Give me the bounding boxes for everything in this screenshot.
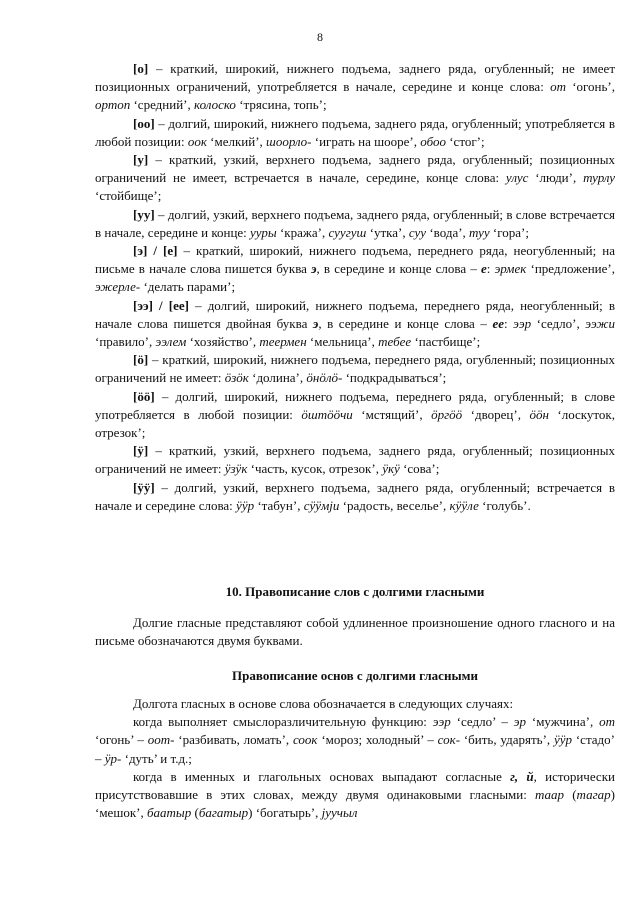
text-run: ‘трясина, топь’;: [235, 97, 327, 113]
section-intro-block: [95, 614, 615, 650]
example-word: сӱӱмји: [303, 497, 340, 513]
text-run: – краткий, широкий, нижнего подъема, переднего ряда, огубленный; позиционных ограничений не имеет:: [95, 352, 615, 386]
phoneme-label: [уу]: [133, 206, 155, 222]
text-run: ‘разбивать, ломать’,: [174, 732, 293, 748]
example-word: суугуш: [328, 224, 367, 240]
text-run: ‘бить, ударять’,: [460, 732, 554, 748]
text-run: ) ‘мешок’,: [95, 787, 615, 821]
example-word: ээлем: [155, 334, 187, 350]
text-run: ‘стойбище’;: [95, 188, 162, 204]
text-run: ‘подкрадываться’;: [342, 370, 447, 386]
letter-label: э: [312, 315, 319, 331]
text-run: ‘часть, кусок, отрезок’,: [247, 461, 383, 477]
text-run: ‘играть на шооре’,: [311, 133, 421, 149]
text-run: (: [564, 787, 577, 803]
text-run: ‘люди’,: [528, 170, 584, 186]
example-word: ортоп: [95, 97, 131, 113]
phoneme-label: [ээ] / [ее]: [133, 297, 189, 313]
text-run: ‘огонь’ –: [95, 732, 148, 748]
example-word: суу: [408, 224, 427, 240]
example-word: от: [550, 79, 566, 95]
phoneme-label: [о]: [133, 61, 149, 76]
text-run: ‘дуть’ и т.д.;: [121, 750, 192, 766]
letter-label: г, й: [510, 768, 534, 784]
example-word: ӱӱр: [236, 497, 255, 513]
text-run: (: [191, 805, 199, 821]
vowel-entry-o: [95, 60, 615, 115]
text-run: ‘правило’,: [95, 334, 156, 350]
example-word: от: [599, 714, 615, 730]
subheading-block: [95, 667, 615, 685]
vowel-entry-oo: [95, 115, 615, 151]
example-word: ӧӧн: [529, 406, 549, 422]
text-run: ‘сова’;: [399, 461, 440, 477]
vowel-entry-ueue: [95, 479, 615, 515]
example-word: ӧнӧлӧ-: [306, 370, 343, 386]
example-word: ӧштӧӧчи: [301, 406, 353, 422]
example-word: ӧргӧӧ: [431, 406, 463, 422]
text-run: – долгий, широкий, нижнего подъема, переднего ряда, огубленный; в слове употребляется в любой позиции:: [95, 388, 615, 422]
example-word: баатыр: [146, 805, 192, 821]
text-run: ‘делать парами’;: [140, 279, 236, 295]
text-run: , в середине и конце слова –: [318, 315, 493, 331]
text-run: ‘вода’,: [426, 224, 470, 240]
text-run: – краткий, широкий, нижнего подъема, переднего ряда, неогубленный; на письме в начале слова пишется буква: [95, 243, 615, 277]
text-run: – краткий, широкий, нижнего подъема, заднего ряда, огубленный; не имеет позиционных ограничений, употребляется в начале, середине и конце слова:: [95, 61, 615, 95]
rules-block: [95, 695, 615, 822]
text-run: :: [503, 315, 514, 331]
example-word: ууры: [250, 224, 277, 240]
example-word: колоско: [193, 97, 236, 113]
letter-label: е: [481, 261, 487, 277]
text-run: , исторически присутствовавшие в этих словах, между двумя одинаковыми гласными:: [95, 768, 615, 803]
example-word: ээжи: [585, 315, 615, 331]
text-run: ‘седло’,: [531, 315, 586, 331]
text-run: ‘радость, веселье’,: [339, 497, 450, 513]
example-word: ӱр-: [104, 750, 122, 766]
vowel-entry-e: [95, 242, 615, 297]
phoneme-label: [у]: [133, 152, 149, 168]
text-run: – долгий, широкий, нижнего подъема, заднего ряда, огубленный; употребляется в любой позиции:: [95, 115, 615, 149]
example-word: ӱзӱк: [224, 461, 248, 477]
letter-label: ее: [492, 315, 504, 331]
text-run: ‘мужчина’,: [525, 714, 600, 730]
example-word: тебее: [378, 334, 412, 350]
example-word: ээр: [513, 315, 532, 331]
text-run: ‘дворец’,: [462, 406, 530, 422]
vowel-entry-ee: [95, 297, 615, 352]
text-run: ‘мстящий’,: [352, 406, 432, 422]
text-run: ‘голубь’.: [478, 497, 531, 513]
phoneme-label: [ӧ]: [133, 352, 149, 368]
text-run: ‘мелкий’,: [206, 133, 267, 149]
text-run: – долгий, узкий, верхнего подъема, заднего ряда, огубленный; встречается в начале и середине слова:: [95, 479, 615, 513]
example-word: улус: [505, 170, 529, 186]
text-run: – краткий, узкий, верхнего подъема, заднего ряда, огубленный; позиционных ограничений не имеет, встречается в начале, середине, конце слова:: [95, 152, 615, 186]
example-word: туу: [469, 224, 490, 240]
text-run: ‘мельница’,: [306, 334, 379, 350]
text-run: ‘гора’;: [489, 224, 529, 240]
example-word: соок: [292, 732, 318, 748]
vowel-entry-uu: [95, 206, 615, 242]
example-word: оок: [187, 133, 207, 149]
vowel-entry-ue: [95, 442, 615, 478]
text-run: ‘седло’ –: [450, 714, 514, 730]
example-word: таар: [535, 787, 565, 803]
text-run: ) ‘богатырь’,: [248, 805, 322, 821]
example-word: јуучыл: [321, 805, 358, 821]
example-word: кӱӱле: [449, 497, 479, 513]
text-run: ‘средний’,: [130, 97, 194, 113]
text-run: Долгота гласных в основе слова обозначается в следующих случаях:: [133, 696, 514, 711]
example-word: эжерле-: [95, 279, 141, 295]
example-word: эрмек: [494, 261, 527, 277]
text-run: ‘утка’,: [366, 224, 409, 240]
text-run: ‘огонь’,: [565, 79, 616, 95]
text-run: когда выполняет смыслоразличительную функцию:: [133, 714, 433, 730]
example-word: ӧзӧк: [224, 370, 249, 386]
text-run: – долгий, узкий, верхнего подъема, заднего ряда, огубленный; в слове встречается в начале, середине и конце:: [95, 206, 615, 240]
vowel-entry-oeoe: [95, 388, 615, 443]
example-word: ээр: [432, 714, 451, 730]
text-run: ‘долина’,: [248, 370, 307, 386]
example-word: тагар: [576, 787, 611, 803]
subheading: Правописание основ с долгими гласными: [232, 668, 478, 683]
text-run: – краткий, узкий, верхнего подъема, заднего ряда, огубленный; позиционных ограничений не имеет:: [95, 443, 615, 477]
example-word: эр: [513, 714, 526, 730]
example-word: сок-: [437, 732, 461, 748]
text-run: ‘предложение’,: [526, 261, 615, 277]
text-run: ‘стог’;: [445, 133, 485, 149]
text-run: ‘мороз; холодный’ –: [317, 732, 438, 748]
letter-label: э: [311, 261, 317, 277]
vowel-entry-oe: [95, 351, 615, 387]
page-number: 8: [317, 30, 323, 44]
vowel-descriptions: [95, 60, 615, 515]
text-run: ‘пастбище’;: [411, 334, 481, 350]
text-run: :: [486, 261, 495, 277]
example-word: ӱкӱ: [382, 461, 400, 477]
example-word: оот-: [147, 732, 175, 748]
example-word: обоо: [420, 133, 446, 149]
phoneme-label: [оо]: [133, 115, 155, 131]
text-run: ‘стадо’ –: [95, 732, 616, 766]
section-heading-block: [95, 583, 615, 601]
example-word: ӱӱр: [553, 732, 573, 748]
text-run: ‘кража’,: [276, 224, 329, 240]
text-run: ‘лоскуток, отрезок’;: [95, 406, 615, 441]
phoneme-label: [э] / [е]: [133, 243, 178, 259]
example-word: турлу: [583, 170, 615, 186]
rule-paragraph: [95, 768, 615, 823]
example-word: теермен: [259, 334, 307, 350]
text-run: ‘табун’,: [254, 497, 304, 513]
text-run: – долгий, широкий, нижнего подъема, переднего ряда, неогубленный; в начале слова пишется двойная буква: [95, 297, 615, 331]
text-run: , в середине и конце слова –: [316, 261, 481, 277]
example-word: шоорло-: [266, 133, 312, 149]
example-word: багатыр: [198, 805, 249, 821]
phoneme-label: [ӱӱ]: [133, 479, 155, 495]
phoneme-label: [ӧӧ]: [133, 388, 155, 404]
text-run: когда в именных и глагольных основах выпадают согласные: [133, 768, 511, 784]
rules-intro-paragraph: [95, 695, 615, 713]
rule-paragraph: [95, 713, 615, 768]
vowel-entry-u: [95, 151, 615, 206]
phoneme-label: [ӱ]: [133, 443, 149, 459]
section-heading: 10. Правописание слов с долгими гласными: [225, 584, 485, 599]
section-intro-paragraph: Долгие гласные представляют собой удлиненное произношение одного гласного и на письме обозначаются двумя буквами.: [95, 615, 615, 649]
text-run: ‘хозяйство’,: [186, 334, 260, 350]
